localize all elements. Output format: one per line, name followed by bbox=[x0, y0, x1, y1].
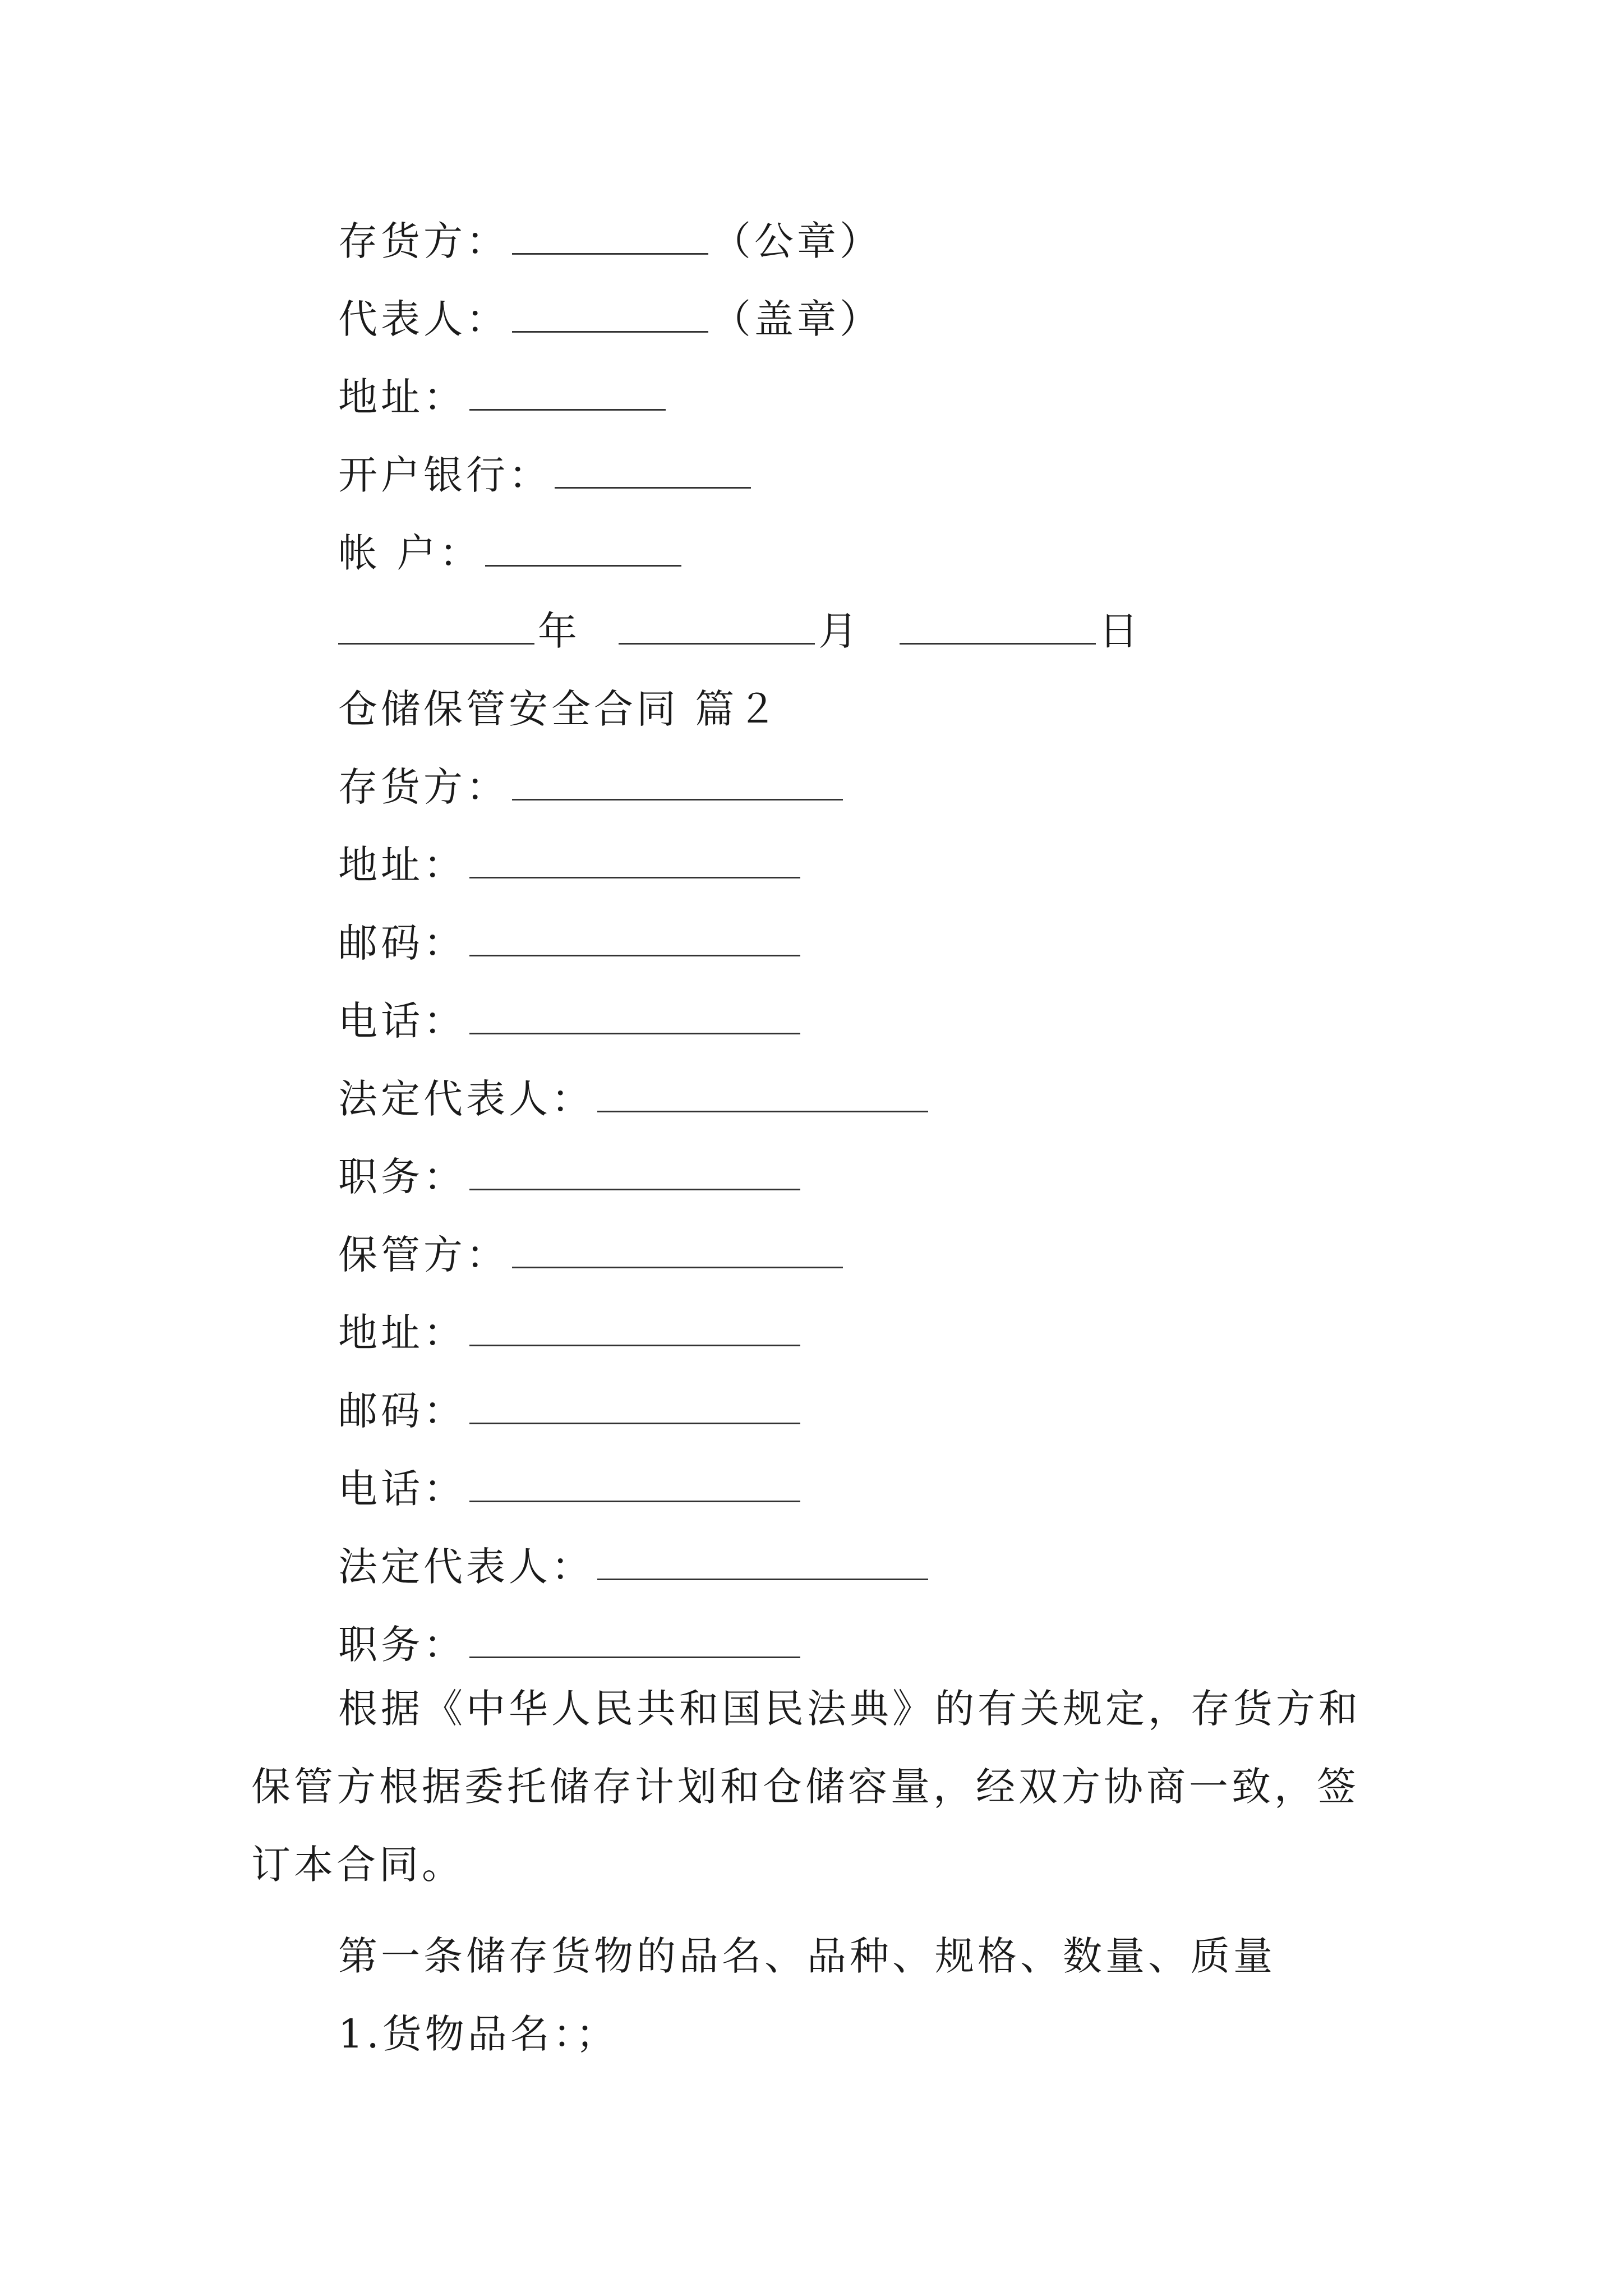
party-b-postcode-blank[interactable] bbox=[469, 1388, 800, 1424]
address-blank[interactable] bbox=[469, 374, 666, 411]
sig-account-line bbox=[338, 528, 685, 578]
account-label: 帐 户： bbox=[338, 530, 482, 576]
party-b-legal-rep-label: 法定代表人： bbox=[338, 1544, 594, 1590]
address-label: 地址： bbox=[338, 374, 466, 420]
party-a-name-blank[interactable] bbox=[512, 764, 843, 800]
rep-label: 代表人： bbox=[338, 296, 509, 342]
party-a-postcode-label: 邮码： bbox=[338, 920, 466, 966]
party-a-legal-rep-blank[interactable] bbox=[597, 1076, 928, 1112]
party-a-phone-blank[interactable] bbox=[469, 998, 800, 1034]
sig-date-line bbox=[338, 606, 1142, 656]
party-b-legal-rep-line bbox=[338, 1542, 932, 1592]
company-seal-note: （公章） bbox=[712, 218, 882, 264]
party-b-phone-label: 电话： bbox=[338, 1466, 466, 1512]
contract-heading: 仓储保管安全合同 篇２ bbox=[338, 686, 781, 732]
sig-address-line bbox=[338, 372, 669, 422]
party-b-address-line bbox=[338, 1308, 804, 1358]
intro-paragraph: 根据《中华人民共和国民法典》的有关规定，存货方和保管方根据委托储存计划和仓储容量，经双方协商一致，签订本合同。 bbox=[251, 1686, 1361, 1888]
sig-rep-line bbox=[338, 294, 882, 344]
rep-blank[interactable] bbox=[512, 296, 708, 333]
party-b-position-blank[interactable] bbox=[469, 1622, 800, 1658]
day-label: 日 bbox=[1099, 608, 1142, 654]
party-a-position-label: 职务： bbox=[338, 1154, 466, 1200]
party-a-address-line bbox=[338, 840, 804, 890]
party-b-phone-blank[interactable] bbox=[469, 1466, 800, 1502]
bank-label: 开户银行： bbox=[338, 452, 551, 498]
item-1-goods-name: 1.货物品名：； bbox=[338, 2011, 619, 2057]
party-a-address-blank[interactable] bbox=[469, 842, 800, 878]
party-b-name-blank[interactable] bbox=[512, 1232, 843, 1268]
party-a-name-label: 存货方： bbox=[338, 764, 509, 810]
party-b-name-line bbox=[338, 1230, 846, 1280]
party-a-position-blank[interactable] bbox=[469, 1154, 800, 1190]
party-b-postcode-line bbox=[338, 1386, 804, 1436]
party-b-position-line bbox=[338, 1619, 804, 1670]
month-label: 月 bbox=[818, 608, 861, 654]
party-a-position-line bbox=[338, 1152, 804, 1202]
party-a-postcode-blank[interactable] bbox=[469, 920, 800, 956]
depositor-blank[interactable] bbox=[512, 218, 708, 255]
party-a-name-line bbox=[338, 762, 846, 812]
party-a-legal-rep-label: 法定代表人： bbox=[338, 1076, 594, 1122]
year-label: 年 bbox=[538, 608, 580, 654]
account-blank[interactable] bbox=[485, 530, 681, 567]
party-a-phone-line bbox=[338, 996, 804, 1046]
month-blank[interactable] bbox=[619, 608, 815, 645]
party-b-legal-rep-blank[interactable] bbox=[597, 1544, 928, 1580]
sig-bank-line bbox=[338, 450, 754, 500]
bank-blank[interactable] bbox=[555, 452, 751, 489]
sig-depositor-line bbox=[338, 216, 882, 266]
year-blank[interactable] bbox=[338, 608, 534, 645]
party-a-address-label: 地址： bbox=[338, 842, 466, 888]
party-a-legal-rep-line bbox=[338, 1074, 932, 1124]
party-b-name-label: 保管方： bbox=[338, 1232, 509, 1278]
depositor-label: 存货方： bbox=[338, 218, 509, 264]
seal-note: （盖章） bbox=[712, 296, 882, 342]
day-blank[interactable] bbox=[900, 608, 1096, 645]
party-b-postcode-label: 邮码： bbox=[338, 1388, 466, 1434]
party-a-postcode-line bbox=[338, 918, 804, 968]
party-b-position-label: 职务： bbox=[338, 1622, 466, 1668]
party-b-phone-line bbox=[338, 1464, 804, 1514]
article-1-title: 第一条储存货物的品名、品种、规格、数量、质量 bbox=[338, 1933, 1276, 1979]
party-b-address-blank[interactable] bbox=[469, 1310, 800, 1346]
party-a-phone-label: 电话： bbox=[338, 998, 466, 1044]
party-b-address-label: 地址： bbox=[338, 1310, 466, 1356]
